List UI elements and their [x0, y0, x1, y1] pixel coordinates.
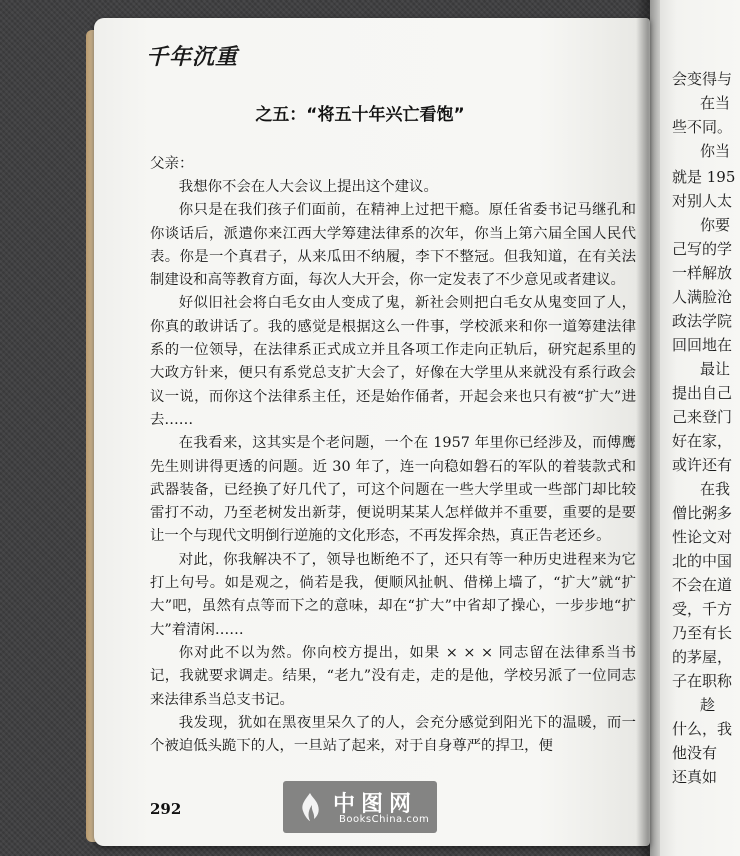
facing-page-line: 不会在道 — [672, 576, 733, 594]
facing-page-line: 一样解放 — [672, 264, 733, 282]
facing-page-line: 提出自己 — [672, 384, 733, 402]
facing-page-line: 对别人太 — [672, 192, 733, 210]
chapter-title: 之五：“将五十年兴亡看饱” — [255, 105, 465, 125]
page-number: 292 — [150, 800, 182, 818]
facing-page-line: 你要 — [700, 216, 731, 234]
facing-page-line: 僧比粥多 — [672, 504, 733, 522]
facing-page-line: 受，千方 — [672, 600, 733, 618]
facing-page-line: 在我 — [700, 480, 731, 498]
facing-page-line: 人满脸沧 — [672, 288, 733, 306]
paragraph: 你对此不以为然。你向校方提出，如果 × × × 同志留在法律系当书记，我就要求调走。结果，“老九”没有走，走的是他，学校另派了一位同志来法律系当总支书记。 — [150, 644, 636, 708]
facing-page-line: 己来登门 — [672, 408, 733, 426]
letter-greeting: 父亲： — [150, 156, 194, 172]
spine-shadow — [636, 0, 660, 856]
facing-page-line: 乃至有长 — [672, 624, 733, 642]
facing-page-line: 些不同。 — [672, 118, 733, 136]
paragraph: 对此，你我解决不了，领导也断绝不了，还只有等一种历史进程来为它打上句号。如是观之，倘若是我，便顺风扯帆、借梯上墙了，“扩大”就“扩大”吧，虽然有点等而下之的意味，却在“扩大”中省却了操心，一步步地“扩大”着清闲…… — [150, 551, 636, 638]
facing-page-line: 回回地在 — [672, 336, 733, 354]
facing-page-line: 他没有 — [672, 744, 718, 762]
flame-logo-icon — [295, 791, 325, 823]
facing-page-line: 性论文对 — [672, 528, 733, 546]
facing-page-line: 北的中国 — [672, 552, 733, 570]
running-header-title: 千年沉重 — [146, 44, 239, 70]
paragraph: 在我看来，这其实是个老问题，一个在 1957 年里你已经涉及，而傅鹰先生则讲得更透的问题。近 30 年了，连一向稳如磐石的军队的着装款式和武器装备，已经换了好几代了，可这个问题在一些大学里或一些部门却比较雷打不动，乃至老树发出新芽，便说明某某人怎样做并不重要，重要的是要让一个与现代文明倒行逆施的文化形态，不再发挥余热，真正告老还乡。 — [150, 435, 636, 545]
facing-page-line: 子在职称 — [672, 672, 733, 690]
facing-page-line: 就是 195 — [672, 168, 736, 186]
facing-page-line: 在当 — [700, 94, 731, 112]
facing-page-line: 什么，我 — [672, 720, 733, 738]
paragraph: 好似旧社会将白毛女由人变成了鬼，新社会则把白毛女从鬼变回了人，你真的敢讲话了。我的感觉是根据这么一件事，学校派来和你一道筹建法律系的一位领导，在法律系正式成立并且各项工作走向正轨后，研究起系里的大政方针来，便只有系党总支扩大会了，好像在大学里从来就没有系行政会议一说，而你这个法律系主任，还是始作俑者，开起会来也只有被“扩大”进去…… — [150, 295, 636, 428]
facing-page-line: 己写的学 — [672, 240, 733, 258]
watermark-english: BooksChina.com — [339, 814, 430, 825]
facing-page-line: 最让 — [700, 360, 731, 378]
facing-page-line: 的茅屋， — [672, 648, 733, 666]
booksChina-watermark — [283, 781, 437, 833]
facing-page-line: 政法学院 — [672, 312, 733, 330]
facing-page-line: 会变得与 — [672, 70, 733, 88]
facing-page-line: 或许还有 — [672, 456, 733, 474]
facing-page-line: 好在家， — [672, 432, 733, 450]
facing-page-line: 你当 — [700, 142, 731, 160]
paragraph: 我想你不会在人大会议上提出这个建议。 — [178, 179, 438, 195]
body-text — [150, 176, 636, 758]
watermark-chinese: 中图网 — [333, 792, 418, 817]
facing-page — [650, 0, 740, 856]
facing-page-line: 趁 — [700, 696, 716, 714]
paragraph: 你只是在我们孩子们面前，在精神上过把干瘾。原任省委书记马继孔和你谈话后，派遣你来江西大学筹建法律系的次年，你当上第六届全国人民代表。你是一个真君子，从来瓜田不纳履，李下不整冠。但我知道，在有关法制建设和高等教育方面，每次人大开会，你一定发表了不少意见或者建议。 — [150, 202, 636, 289]
paragraph: 我发现，犹如在黑夜里呆久了的人，会充分感觉到阳光下的温暖，而一个被迫低头跪下的人，一旦站了起来，对于自身尊严的捍卫，便 — [150, 714, 636, 755]
facing-page-line: 还真如 — [672, 768, 718, 786]
